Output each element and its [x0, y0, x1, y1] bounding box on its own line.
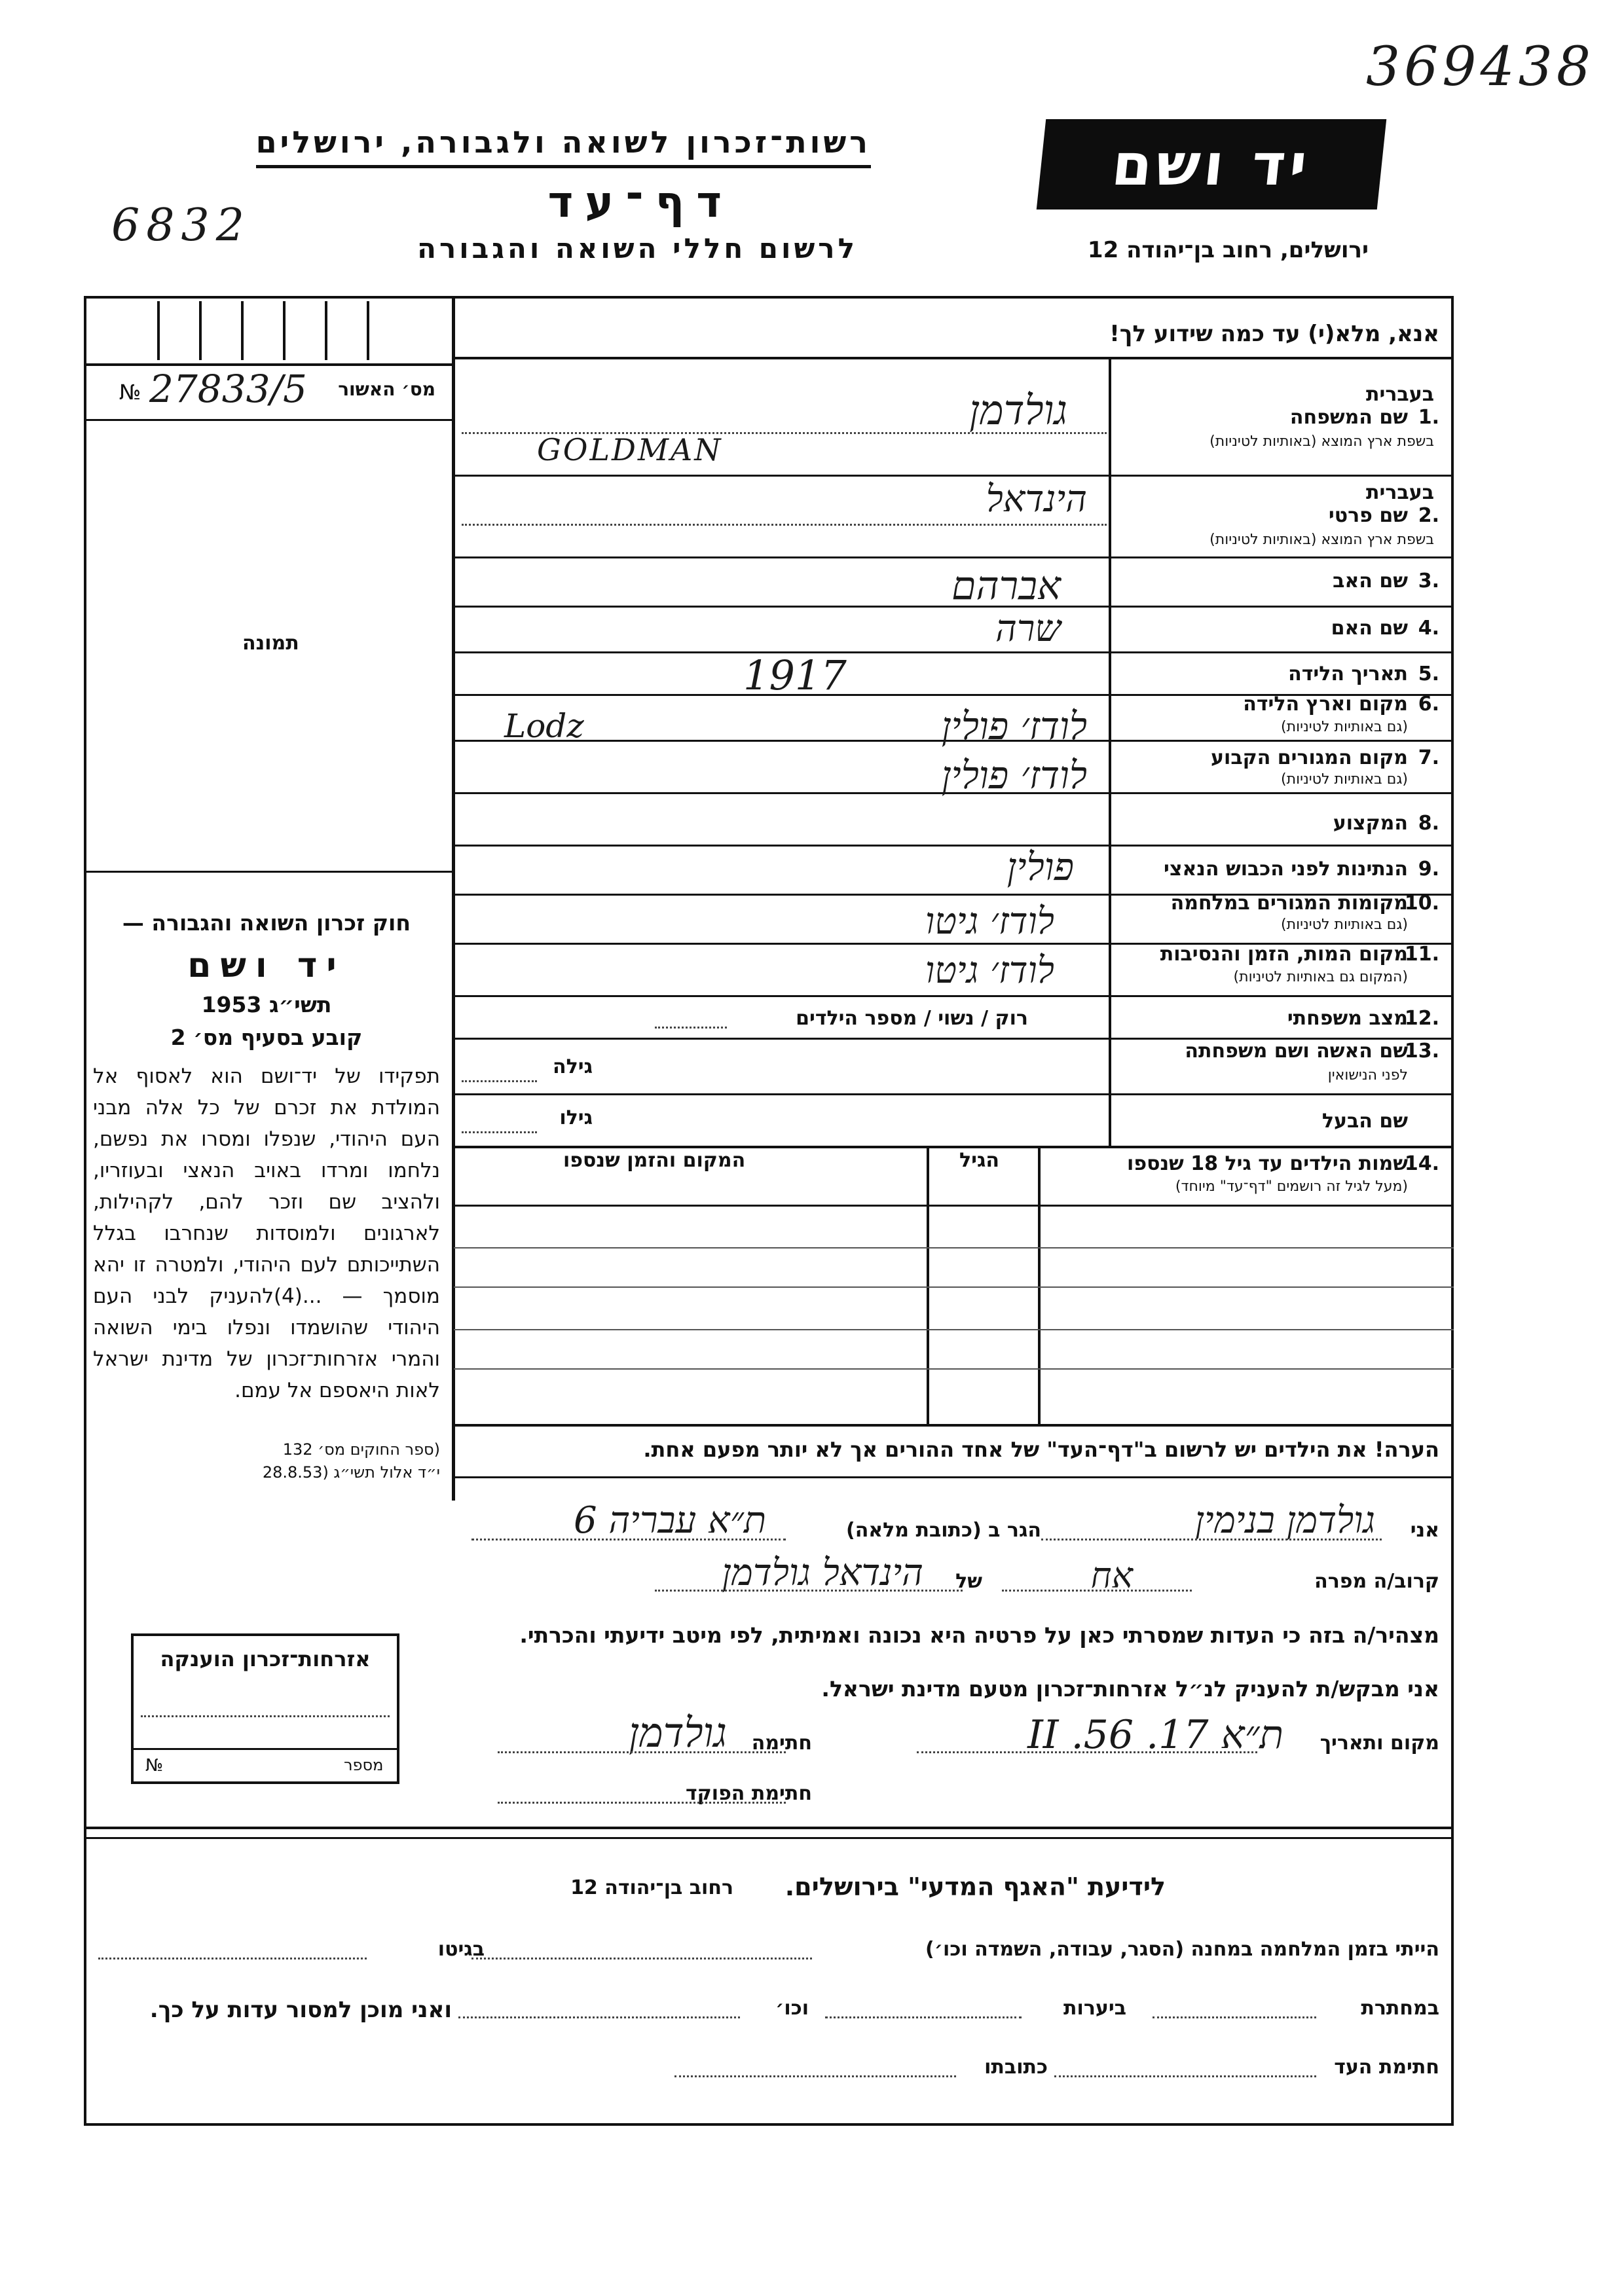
photo-label: תמונה	[242, 632, 299, 655]
field-1-value: גולדמן	[969, 386, 1067, 434]
field-2-label: שם פרטי	[1328, 504, 1408, 527]
field-12-label: מצב משפחתי	[1287, 1007, 1408, 1030]
field-10-label: מקומות המגורים במלחמה	[1170, 892, 1408, 915]
field-13-sub: לפני הנישואין	[1327, 1067, 1408, 1084]
field-2-heb: בעברית	[1366, 481, 1434, 504]
field-3-num: 3.	[1418, 570, 1439, 592]
certificate-no: №	[145, 1756, 164, 1776]
children-col-place: המקום והזמן שנספו	[563, 1149, 746, 1172]
children-sub: (מעל לגיל זה רושמים "דף־עד" מיוחד)	[1175, 1178, 1408, 1195]
field-5-label: תאריך הלידה	[1288, 663, 1408, 685]
signature-label: חתימה	[751, 1732, 812, 1755]
approval-number: 27833/5	[149, 367, 307, 411]
approval-label: מס׳ האשור	[338, 378, 435, 400]
law-source: (ספר החוקים מס׳ 132	[282, 1440, 440, 1459]
bottom-ready: ואני מוכן למסור עדות על כך.	[149, 1997, 452, 2023]
field-8-label: המקצוע	[1333, 812, 1408, 835]
certificate-number-label: מספר	[344, 1756, 384, 1774]
field-6-num: 6.	[1418, 693, 1439, 716]
field-7-value: לודז׳ פולין	[941, 753, 1087, 797]
place-date-label: מקום ותאריך	[1320, 1732, 1439, 1755]
field-5-num: 5.	[1418, 663, 1439, 685]
bottom-underground: במחתרת	[1361, 1997, 1439, 2020]
field-11-num: 11.	[1404, 943, 1439, 966]
husband-age-label: גילו	[559, 1106, 593, 1129]
marital-options: רוק / נשוי / מספר הילדים	[796, 1007, 1028, 1030]
field-10-sub: (גם באותיות לטיניות)	[1281, 917, 1408, 933]
law-year: תשי״ג 1953	[201, 992, 332, 1017]
children-num: 14.	[1404, 1152, 1439, 1175]
children-label: שמות הילדים עד גיל 18 שנספו	[1127, 1152, 1408, 1175]
field-1-heb: בעברית	[1366, 383, 1434, 406]
children-col-age: הגיל	[959, 1149, 999, 1172]
field-4-label: שם האם	[1331, 617, 1408, 640]
field-10-num: 10.	[1404, 892, 1439, 915]
decl-statement: מצהיר/ה בזה כי העדות שמסרתי כאן על פרטיה היא נכונה ואמיתית, לפי מיטב ידיעתי והכרתי.	[519, 1622, 1439, 1648]
form-title: דף־עד	[547, 177, 733, 227]
decl-of-name: הינדאל גולדמן	[722, 1552, 923, 1594]
field-1-value-latin: GOLDMAN	[537, 432, 723, 467]
field-1-sub: בשפת ארץ המוצא (באותיות לטיניות)	[1209, 433, 1434, 450]
field-13-label: שם האשה ושם משפחתה	[1185, 1040, 1408, 1063]
decl-relative: קרוב/ה מפרה	[1314, 1570, 1439, 1593]
field-8-num: 8.	[1418, 812, 1439, 835]
wife-age-label: גילה	[553, 1055, 593, 1078]
field-2-num: 2.	[1418, 504, 1439, 527]
field-2-value: הינדאל	[986, 478, 1087, 520]
logo-text: יד ושם	[1109, 130, 1314, 198]
declarant-address: ת״א עבריה 6	[574, 1499, 766, 1542]
field-6-label: מקום וארץ הלידה	[1243, 693, 1408, 716]
instruction: אנא, מלא(י) עד כמה שידוע לך!	[1109, 321, 1439, 347]
field-1-num: 1.	[1418, 406, 1439, 429]
bottom-address: רחוב בן־יהודה 12	[570, 1876, 733, 1899]
husband-label: שם הבעל	[1321, 1110, 1408, 1133]
bottom-forests: ביערות	[1063, 1997, 1126, 2020]
field-7-label: מקום המגורים הקבוע	[1211, 746, 1408, 769]
field-1-label: שם המשפחה	[1289, 406, 1408, 429]
field-7-num: 7.	[1418, 746, 1439, 769]
approval-ticks	[118, 301, 406, 360]
field-6-value-latin: Lodz	[504, 707, 584, 745]
officer-signature-label: חתימת הפוקד	[686, 1782, 812, 1805]
field-13-num: 13.	[1404, 1040, 1439, 1063]
bottom-ghetto: בגיטו	[437, 1938, 485, 1961]
yad-vashem-logo	[1037, 119, 1387, 210]
field-11-value: לודז׳ גיטו	[925, 949, 1054, 992]
field-4-num: 4.	[1418, 617, 1439, 640]
authority-name: רשות־זכרון לשואה ולגבורה, ירושלים	[256, 124, 871, 168]
approval-prefix: №	[119, 380, 141, 405]
field-9-num: 9.	[1418, 858, 1439, 881]
field-7-sub: (גם באותיות לטיניות)	[1281, 771, 1408, 788]
field-6-value: לודז׳ פולין	[941, 704, 1087, 748]
decl-request: אני מבקש/ת להעניק לנ״ל אזרחות־זכרון מטעם מדינת ישראל.	[821, 1676, 1439, 1702]
children-note: הערה! את הילדים יש לרשום ב"דף־העד" של אחד ההורים אך לא יותר מפעם אחת.	[643, 1437, 1439, 1462]
field-9-value: פולין	[1006, 845, 1074, 889]
law-title: חוק זכרון השואה והגבורה —	[122, 910, 411, 936]
bottom-title: לידיעת "האגף המדעי" בירושלים.	[784, 1872, 1166, 1901]
law-source-date: י״ד אלול תשי״ג (28.8.53	[262, 1463, 440, 1482]
bottom-address-label: כתובתו	[984, 2056, 1048, 2079]
serial-number: 6832	[111, 200, 251, 251]
declarant-name: גולדמן בנימין	[1194, 1499, 1375, 1542]
bottom-witness: חתימת העד	[1334, 2056, 1439, 2079]
law-section: קובע בסעיף מס׳ 2	[170, 1025, 363, 1050]
signature: גולדמן	[629, 1709, 727, 1757]
field-3-value: אברהם	[951, 563, 1061, 609]
law-name: יד ושם	[187, 946, 346, 985]
field-10-value: לודז׳ גיטו	[925, 900, 1054, 943]
bottom-etc: וכו׳	[775, 1997, 809, 2020]
address-line: ירושלים, רחוב בן־יהודה 12	[1087, 237, 1369, 263]
field-11-sub: (המקום גם באותיות לטיניות)	[1233, 969, 1408, 985]
law-text: תפקידו של יד־ושם הוא לאסוף אל המולדת את זכרם של כל אלה מבני העם היהודי, שנפלו ומסרו את נפשם, נלחמו ומרדו באויב הנאצי ובעוזריו, ולהציב שם וזכר להם, לקהילות, לארגונים ולמוסדות שנחרבו בגלל השתייכותם לעם היהודי, ולמטרה זו יהא מוסמך — ...(4)להעניק לבני העם היהודי שהושמדו ונפלו בימי השואה והמרי אזרחות־זכרון של מדינת ישראל לאות היאספם אל עמם.	[93, 1065, 440, 1402]
field-11-label: מקום המות, הזמן והנסיבות	[1160, 943, 1408, 966]
field-5-value: 1917	[743, 651, 847, 699]
field-9-label: הנתינות לפני הכבוש הנאצי	[1164, 858, 1408, 881]
field-4-value: שרה	[995, 608, 1061, 650]
field-12-num: 12.	[1404, 1007, 1439, 1030]
field-6-sub: (גם באותיות לטיניות)	[1281, 719, 1408, 735]
field-2-sub: בשפת ארץ המוצא (באותיות לטיניות)	[1209, 532, 1434, 548]
field-3-label: שם האב	[1333, 570, 1408, 592]
form-subtitle: לרשום חללי השואה והגבורה	[417, 232, 858, 264]
bottom-line1: הייתי בזמן המלחמה במחנה (הסגר, עבודה, השמדה וכו׳)	[925, 1938, 1439, 1961]
place-date-value: ת״א 17. II .56	[1027, 1712, 1283, 1758]
archive-number: 369438	[1365, 36, 1595, 98]
decl-of: של	[955, 1570, 982, 1593]
decl-i: אני	[1410, 1519, 1439, 1542]
certificate-title: אזרחות־זכרון הוענקה	[160, 1647, 371, 1671]
decl-relation: אח	[1090, 1555, 1133, 1596]
decl-residing: הגר ב (כתובת מלאה)	[845, 1519, 1041, 1542]
